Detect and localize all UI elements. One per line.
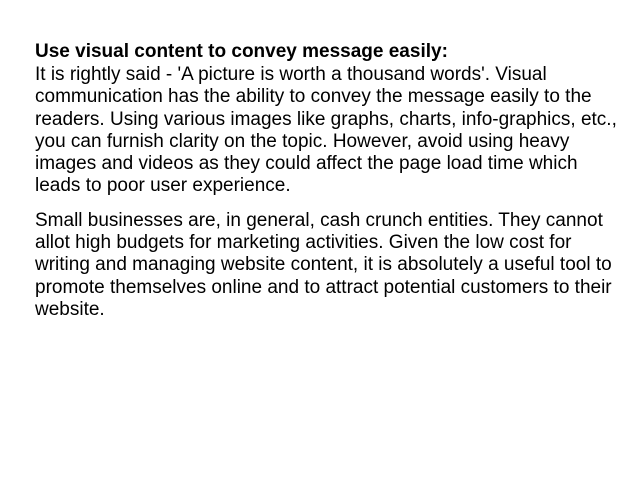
- paragraph-small-businesses: Small businesses are, in general, cash crunch entities. They cannot allot high budgets for marketing activities. Given the low cost for writing and managing website content, it is absolutely a useful tool to promote themselves online and to attract potential customers to their website.: [35, 209, 612, 320]
- paragraph-visual-content: It is rightly said - 'A picture is worth a thousand words'. Visual communication has the ability to convey the message easily to the readers. Using various images like graphs, charts, info-graphics, etc., you can furnish clarity on the topic. However, avoid using heavy images and videos as they could affect the page load time which leads to poor user experience.: [35, 64, 617, 197]
- slide-content: [35, 40, 625, 321]
- slide-heading: Use visual content to convey message easily:: [35, 41, 448, 62]
